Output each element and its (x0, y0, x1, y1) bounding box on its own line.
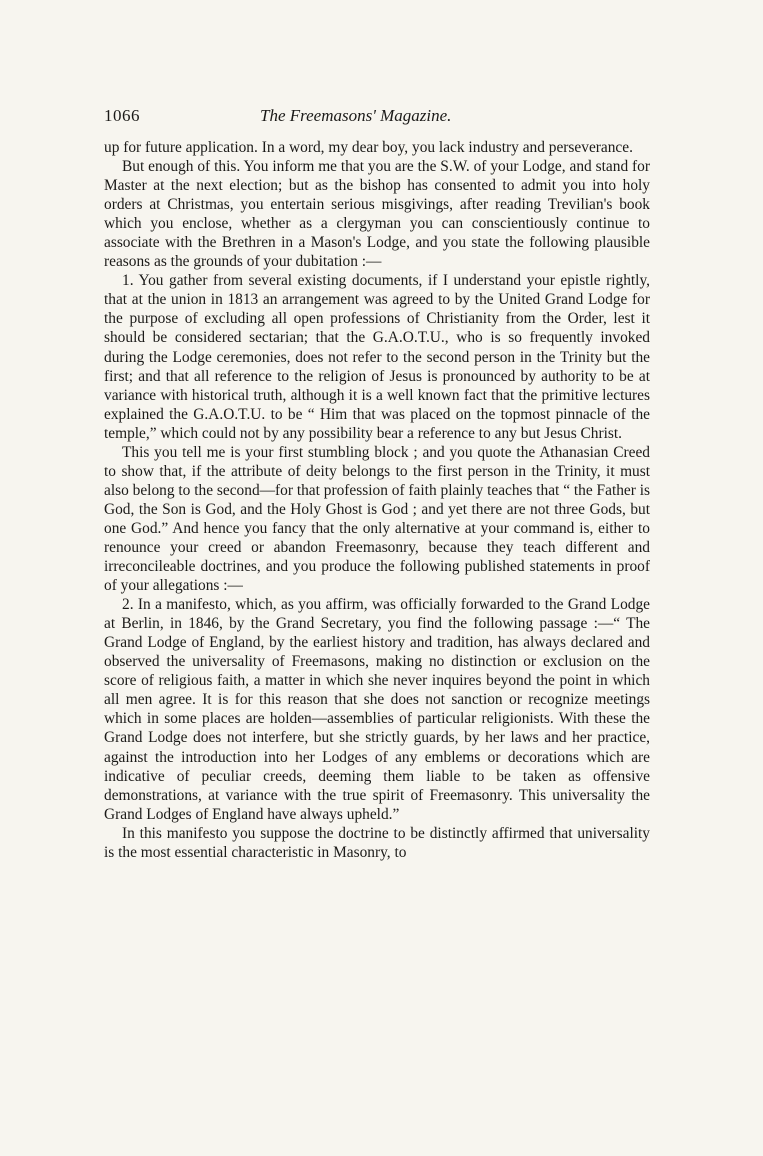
running-title: The Freemasons' Magazine. (260, 106, 452, 125)
paragraph-3: 1. You gather from several existing documents, if I understand your epistle rightly, that at the union in 1813 an arrangement was agreed to by the United Grand Lodge for the purpose of excluding all open professions of Christianity from the Order, lest it should be considered sectarian; that the G.A.O.T.U., who is so frequently invoked during the Lodge ceremonies, does not refer to the second person in the Trinity but the first; and that all reference to the religion of Jesus is pronounced by authority to be at variance with historical truth, although it is a well known fact that the primitive lectures explained the G.A.O.T.U. to be “ Him that was placed on the topmost pinnacle of the temple,” which could not by any possibility bear a reference to any but Jesus Christ. (104, 272, 650, 442)
page-number: 1066 (104, 106, 140, 125)
paragraph-4: This you tell me is your first stumbling block ; and you quote the Athanasian Creed to show that, if the attribute of deity belongs to the first person in the Trinity, it must also belong to the second—for that profession of faith plainly teaches that “ the Father is God, the Son is God, and the Holy Ghost is God ; and yet there are not three Gods, but one God.” And hence you fancy that the only alternative at your command is, either to renounce your creed or abandon Freemasonry, because they teach different and irreconcileable doctrines, and you produce the following published statements in proof of your allegations :— (104, 443, 650, 595)
article-body (104, 138, 650, 862)
page-header (104, 104, 650, 138)
paragraph-2: But enough of this. You inform me that you are the S.W. of your Lodge, and stand for Master at the next election; but as the bishop has consented to admit you into holy orders at Christmas, you entertain serious misgivings, after reading Trevilian's book which you enclose, whether as a clergyman you can conscientiously continue to associate with the Brethren in a Mason's Lodge, and you state the following plausible reasons as the grounds of your dubitation :— (104, 158, 650, 271)
paragraph-5: 2. In a manifesto, which, as you affirm, was officially forwarded to the Grand Lodge at Berlin, in 1846, by the Grand Secretary, you find the following passage :—“ The Grand Lodge of England, by the earliest history and tradition, has always declared and observed the universality of Freemasons, making no distinction or exclusion on the score of religious faith, a matter in which she never inquires beyond the point in which all men agree. It is for this reason that she does not sanction or recognize meetings which in some places are holden—assemblies of particular religionists. With these the Grand Lodge does not interfere, but she strictly guards, by her laws and her practice, against the introduction into her Lodges of any emblems or decorations which are indicative of peculiar creeds, deeming them liable to be taken as offensive demonstrations, at variance with the true spirit of Freemasonry. This universality the Grand Lodges of England have always upheld.” (104, 596, 650, 823)
magazine-page (104, 104, 650, 862)
paragraph-1: up for future application. In a word, my dear boy, you lack industry and perseverance. (104, 139, 633, 156)
paragraph-6: In this manifesto you suppose the doctrine to be distinctly affirmed that universality is the most essential characteristic in Masonry, to (104, 824, 650, 861)
